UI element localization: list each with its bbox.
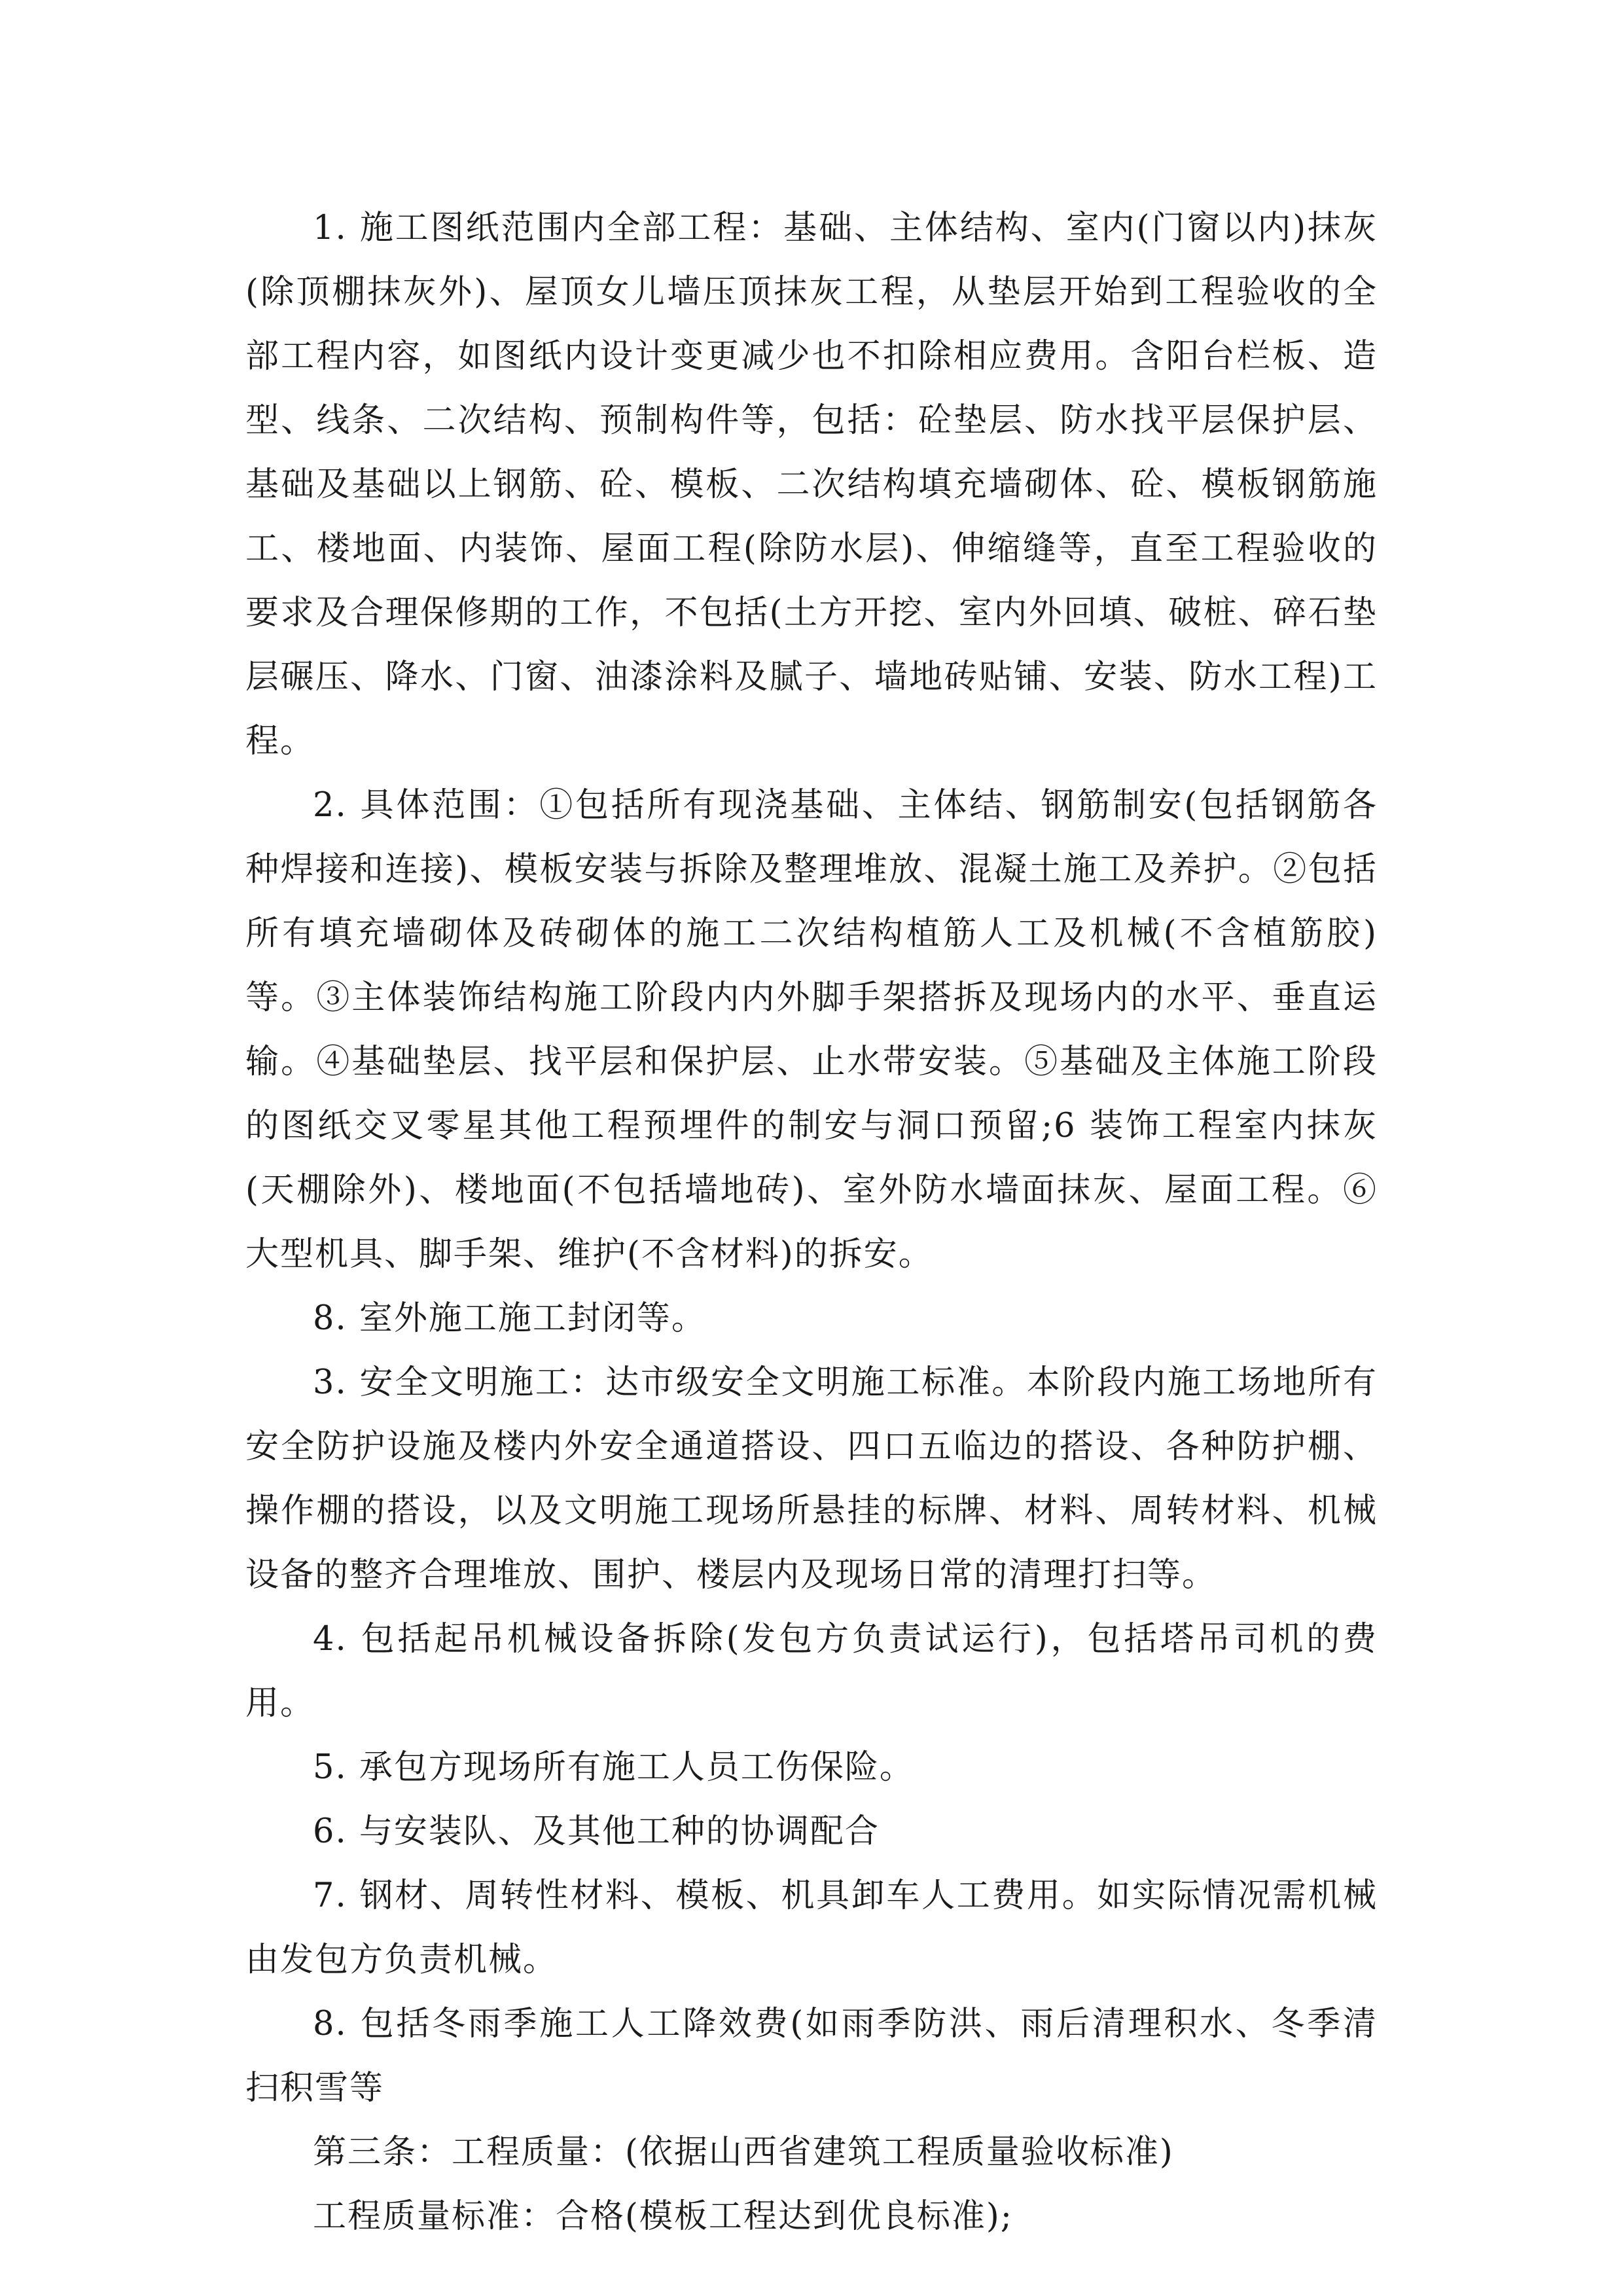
paragraph-coordination: 6. 与安装队、及其他工种的协调配合 [313, 1812, 880, 1851]
document-body [245, 196, 1378, 2249]
paragraph-unloading-labor: 7. 钢材、周转性材料、模板、机具卸车人工费用。如实际情况需机械由发包方负责机械。 [245, 1876, 1378, 1979]
paragraph-lifting-machinery: 4. 包括起吊机械设备拆除(发包方负责试运行)，包括塔吊司机的费用。 [245, 1620, 1378, 1723]
paragraph-safety-civilized-construction: 3. 安全文明施工：达市级安全文明施工标准。本阶段内施工场地所有安全防护设施及楼内外安全通道搭设、四口五临边的搭设、各种防护棚、操作棚的搭设，以及文明施工现场所悬挂的标牌、材料、周转材料、机械设备的整齐合理堆放、围护、楼层内及现场日常的清理打扫等。 [245, 1363, 1378, 1594]
paragraph-outdoor-closure: 8. 室外施工施工封闭等。 [313, 1299, 706, 1338]
paragraph-scope-of-drawings: 1. 施工图纸范围内全部工程：基础、主体结构、室内(门窗以内)抹灰(除顶棚抹灰外)、屋顶女儿墙压顶抹灰工程，从垫层开始到工程验收的全部工程内容，如图纸内设计变更减少也不扣除相应费用。含阳台栏板、造型、线条、二次结构、预制构件等，包括：砼垫层、防水找平层保护层、基础及基础以上钢筋、砼、模板、二次结构填充墙砌体、砼、模板钢筋施工、楼地面、内装饰、屋面工程(除防水层)、伸缩缝等，直至工程验收的要求及合理保修期的工作，不包括(土方开挖、室内外回填、破桩、碎石垫层碾压、降水、门窗、油漆涂料及腻子、墙地砖贴铺、安装、防水工程)工程。 [245, 209, 1378, 761]
paragraph-article-three-quality: 第三条：工程质量：(依据山西省建筑工程质量验收标准) [313, 2133, 1174, 2172]
paragraph-injury-insurance: 5. 承包方现场所有施工人员工伤保险。 [313, 1748, 914, 1787]
paragraph-quality-standard: 工程质量标准：合格(模板工程达到优良标准); [313, 2197, 1013, 2236]
paragraph-seasonal-efficiency: 8. 包括冬雨季施工人工降效费(如雨季防洪、雨后清理积水、冬季清扫积雪等 [245, 2005, 1378, 2108]
paragraph-specific-scope: 2. 具体范围：①包括所有现浇基础、主体结、钢筋制安(包括钢筋各种焊接和连接)、模板安装与拆除及整理堆放、混凝土施工及养护。②包括所有填充墙砌体及砖砌体的施工二次结构植筋人工及机械(不含植筋胶)等。③主体装饰结构施工阶段内内外脚手架搭拆及现场内的水平、垂直运输。④基础垫层、找平层和保护层、止水带安装。⑤基础及主体施工阶段的图纸交叉零星其他工程预埋件的制安与洞口预留;6 装饰工程室内抹灰(天棚除外)、楼地面(不包括墙地砖)、室外防水墙面抹灰、屋面工程。⑥大型机具、脚手架、维护(不含材料)的拆安。 [245, 786, 1378, 1274]
